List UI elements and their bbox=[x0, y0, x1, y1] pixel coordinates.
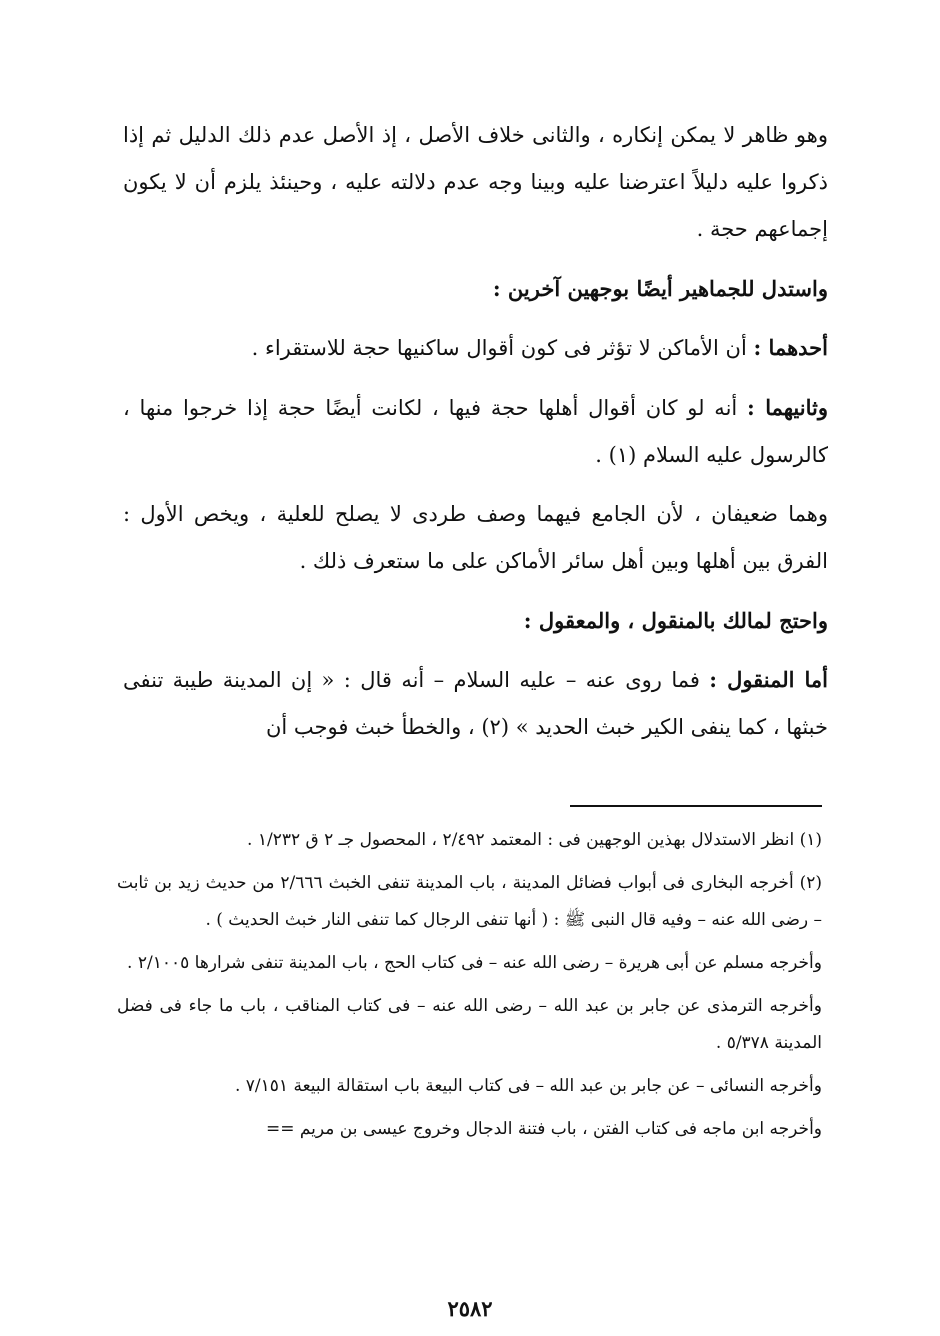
page-number: ٢٥٨٢ bbox=[447, 1296, 493, 1321]
footnotes bbox=[117, 822, 822, 1148]
first-aspect-lead: أحدهما : bbox=[753, 335, 828, 360]
footnote-2-ibn-majah: وأخرجه ابن ماجه فى كتاب الفتن ، باب فتنة الدجال وخروج عيسى بن مريم == bbox=[265, 1119, 822, 1139]
paragraph-1: وهو ظاهر لا يمكن إنكاره ، والثانى خلاف الأصل ، إذ الأصل عدم ذلك الدليل ثم إذا ذكروا عليه دليلاً اعترضنا عليه وبينا وجه عدم دلالته عليه ، وحينئذ يلزم أن لا يكون إجماعهم حجة . bbox=[123, 123, 828, 241]
second-aspect-text: أنه لو كان أقوال أهلها حجة فيها ، لكانت أيضًا حجة إذا خرجوا منها ، كالرسول عليه السلام (١) . bbox=[123, 396, 828, 467]
footnote-2-nasai: وأخرجه النسائى – عن جابر بن عبد الله – فى كتاب البيعة باب استقالة البيعة ٧/١٥١ . bbox=[234, 1076, 822, 1096]
footnote-2-tirmidhi: وأخرجه الترمذى عن جابر بن عبد الله – رضى الله عنه – فى كتاب المناقب ، باب ما جاء فى فضل المدينة ٥/٣٧٨ . bbox=[117, 996, 822, 1053]
footnote-separator bbox=[570, 805, 822, 807]
footnote-1: (١) انظر الاستدلال بهذين الوجهين فى : المعتمد ٢/٤٩٢ ، المحصول جـ ٢ ق ١/٢٣٢ . bbox=[247, 830, 822, 850]
main-text bbox=[123, 112, 828, 751]
transmitted-lead: أما المنقول : bbox=[709, 667, 828, 692]
transmitted-text: فما روى عنه – عليه السلام – أنه قال : « إن المدينة طيبة تنفى خبثها ، كما ينفى الكير خبث الحديد » (٢) ، والخطأ خبث فوجب أن bbox=[123, 668, 828, 739]
footnote-2-muslim: وأخرجه مسلم عن أبى هريرة – رضى الله عنه – فى كتاب الحج ، باب المدينة تنفى شرارها ٢/١٠٠٥ . bbox=[127, 953, 822, 973]
paragraph-transmitted bbox=[123, 656, 828, 751]
footnote-2: (٢) أخرجه البخارى فى أبواب فضائل المدينة ، باب المدينة تنفى الخبث ٢/٦٦٦ من حديث زيد بن ثابت – رضى الله عنه – وفيه قال النبى ﷺ : ( أنها تنفى الرجال كما تنفى النار خبث الحديث ) . bbox=[117, 873, 823, 930]
paragraph-first-aspect bbox=[123, 324, 828, 372]
first-aspect-text: أن الأماكن لا تؤثر فى كون أقوال ساكنيها حجة للاستقراء . bbox=[251, 336, 747, 360]
heading-malik-argument: واحتج لمالك بالمنقول ، والمعقول : bbox=[523, 608, 828, 633]
second-aspect-lead: وثانيهما : bbox=[747, 395, 828, 420]
paragraph-weakness: وهما ضعيفان ، لأن الجامع فيهما وصف طردى لا يصلح للعلية ، ويخص الأول : الفرق بين أهلها وبين أهل سائر الأماكن على ما ستعرف ذلك . bbox=[123, 502, 828, 573]
heading-evidence-majority: واستدل للجماهير أيضًا بوجهين آخرين : bbox=[492, 276, 828, 301]
paragraph-second-aspect bbox=[123, 384, 828, 479]
